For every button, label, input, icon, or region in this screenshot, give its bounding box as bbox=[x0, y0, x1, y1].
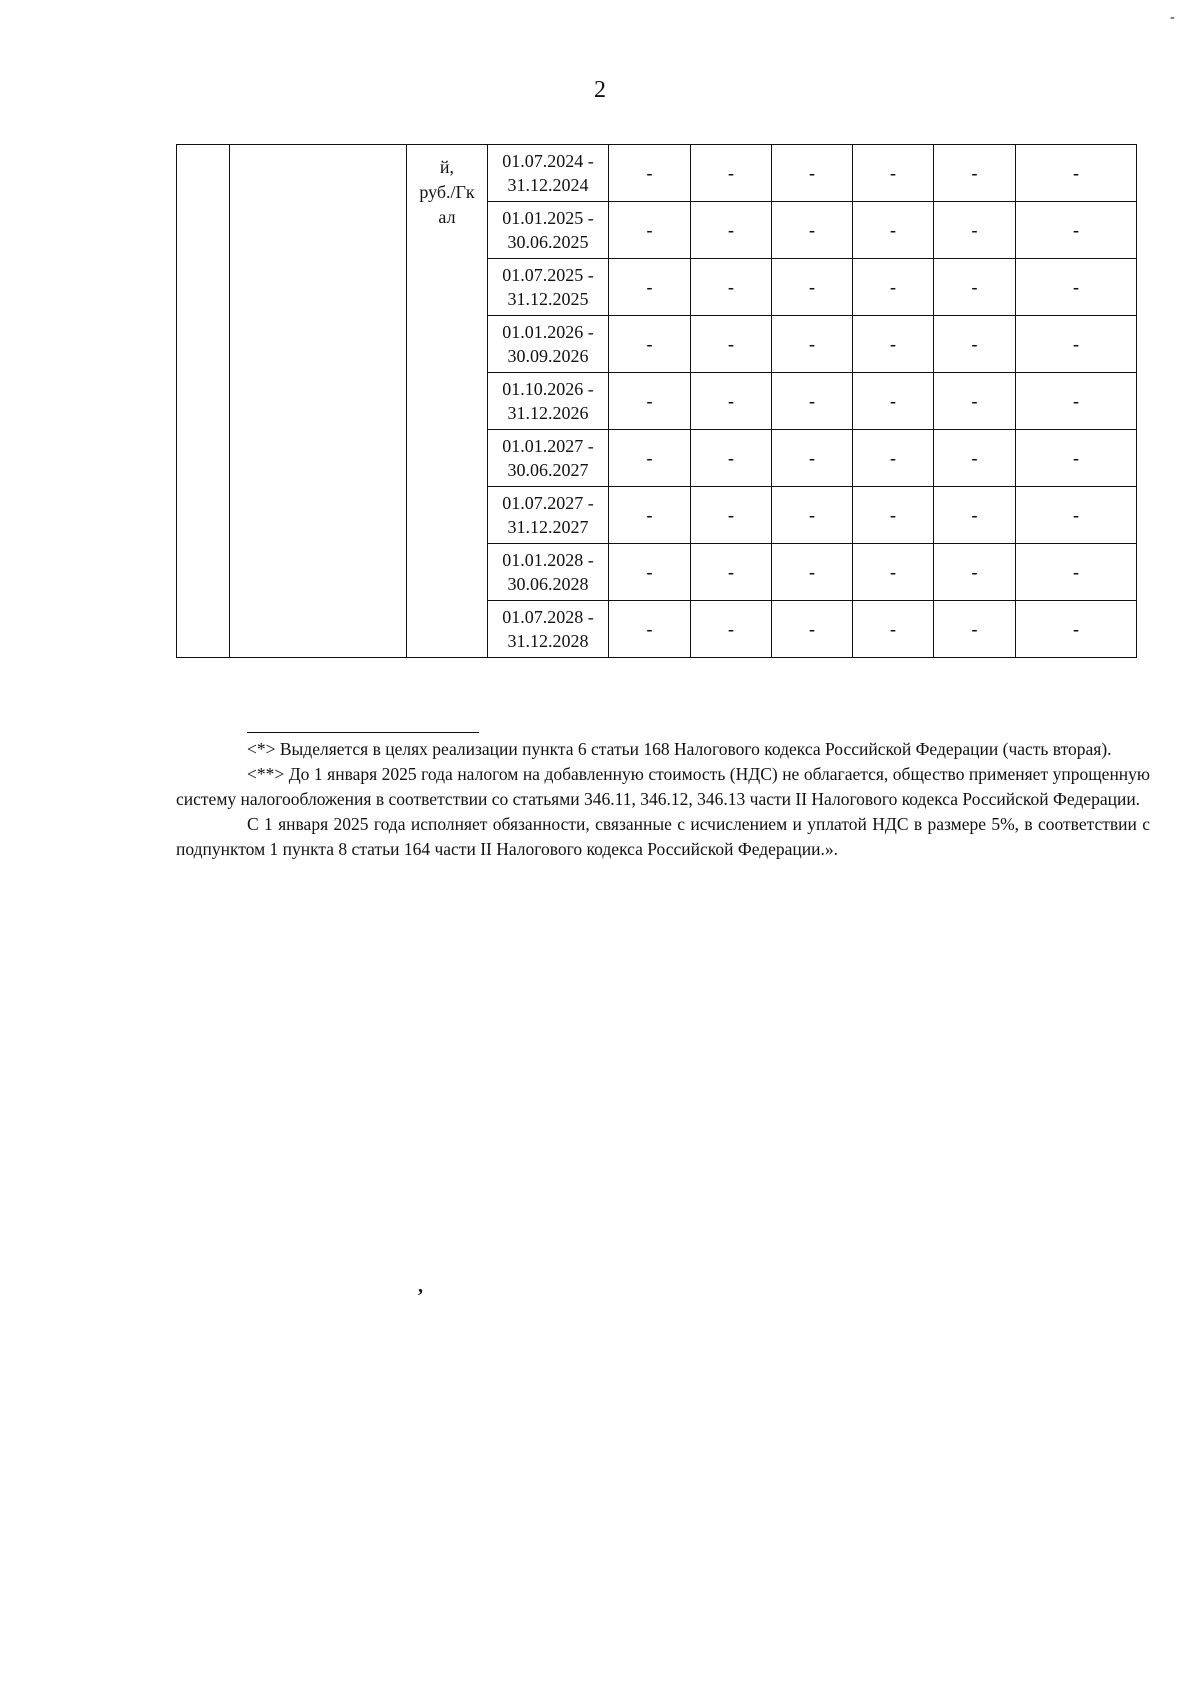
footnotes bbox=[176, 737, 1150, 862]
value-dash: - bbox=[890, 276, 896, 297]
value-cell bbox=[934, 373, 1016, 430]
scan-edge-mark: - bbox=[1170, 10, 1175, 25]
period-cell bbox=[488, 259, 609, 316]
value-dash: - bbox=[971, 333, 978, 354]
value-dash: - bbox=[728, 561, 734, 582]
footnote-vat-2025: С 1 января 2025 года исполняет обязанности, связанные с исчислением и уплатой НДС в размере 5%, в соответствии с подпунктом 1 пункта 8 статьи 164 части II Налогового кодекса Российской Федерации.». bbox=[176, 814, 1150, 859]
value-cell bbox=[691, 202, 772, 259]
value-cell bbox=[772, 373, 853, 430]
unit-cell bbox=[407, 145, 488, 658]
value-cell bbox=[772, 259, 853, 316]
value-cell bbox=[691, 487, 772, 544]
value-cell bbox=[1016, 373, 1137, 430]
value-cell bbox=[853, 544, 934, 601]
period-end: 30.06.2027 bbox=[507, 460, 589, 480]
value-cell bbox=[934, 430, 1016, 487]
value-cell bbox=[934, 202, 1016, 259]
value-dash: - bbox=[971, 504, 978, 525]
value-cell bbox=[853, 373, 934, 430]
value-cell bbox=[609, 487, 691, 544]
value-dash: - bbox=[646, 561, 653, 582]
value-cell bbox=[934, 145, 1016, 202]
value-cell bbox=[609, 430, 691, 487]
period-start: 01.01.2025 - bbox=[502, 208, 594, 228]
value-dash: - bbox=[809, 504, 815, 525]
period-start: 01.01.2026 - bbox=[502, 322, 594, 342]
value-dash: - bbox=[728, 618, 734, 639]
value-dash: - bbox=[809, 390, 815, 411]
period-cell bbox=[488, 145, 609, 202]
value-dash: - bbox=[1073, 561, 1079, 582]
period-cell bbox=[488, 430, 609, 487]
period-cell bbox=[488, 373, 609, 430]
table-body bbox=[177, 145, 1137, 658]
number-cell bbox=[177, 145, 230, 658]
period-start: 01.07.2028 - bbox=[502, 607, 594, 627]
value-dash: - bbox=[646, 504, 653, 525]
value-dash: - bbox=[971, 162, 978, 183]
value-cell bbox=[691, 316, 772, 373]
value-cell bbox=[609, 202, 691, 259]
value-dash: - bbox=[971, 618, 978, 639]
unit-line: руб./Гк bbox=[419, 182, 475, 202]
value-dash: - bbox=[890, 447, 896, 468]
value-cell bbox=[691, 430, 772, 487]
value-dash: - bbox=[1073, 618, 1079, 639]
value-dash: - bbox=[890, 390, 896, 411]
period-start: 01.07.2027 - bbox=[502, 493, 594, 513]
value-cell bbox=[934, 259, 1016, 316]
value-cell bbox=[772, 316, 853, 373]
footnote-single-asterisk: <*> Выделяется в целях реализации пункта 6 статьи 168 Налогового кодекса Российской Федерации (часть вторая). bbox=[247, 739, 1112, 759]
period-start: 01.10.2026 - bbox=[502, 379, 594, 399]
value-dash: - bbox=[971, 219, 978, 240]
value-dash: - bbox=[728, 447, 734, 468]
value-cell bbox=[691, 373, 772, 430]
value-cell bbox=[691, 601, 772, 658]
value-dash: - bbox=[646, 276, 653, 297]
value-dash: - bbox=[971, 390, 978, 411]
value-dash: - bbox=[890, 162, 896, 183]
period-end: 30.06.2028 bbox=[507, 574, 589, 594]
stray-comma-mark: , bbox=[418, 1275, 423, 1297]
value-cell bbox=[772, 487, 853, 544]
period-end: 30.09.2026 bbox=[507, 346, 589, 366]
tariff-table bbox=[176, 144, 1137, 658]
value-cell bbox=[609, 601, 691, 658]
value-dash: - bbox=[890, 333, 896, 354]
footnote-separator bbox=[247, 732, 479, 733]
value-dash: - bbox=[1073, 504, 1079, 525]
period-start: 01.07.2025 - bbox=[502, 265, 594, 285]
value-cell bbox=[934, 316, 1016, 373]
value-dash: - bbox=[728, 333, 734, 354]
value-dash: - bbox=[890, 219, 896, 240]
value-cell bbox=[609, 145, 691, 202]
period-end: 31.12.2024 bbox=[507, 175, 589, 195]
value-dash: - bbox=[646, 219, 653, 240]
period-start: 01.07.2024 - bbox=[502, 151, 594, 171]
value-cell bbox=[772, 202, 853, 259]
value-dash: - bbox=[646, 390, 653, 411]
value-dash: - bbox=[890, 504, 896, 525]
value-dash: - bbox=[809, 276, 815, 297]
value-dash: - bbox=[728, 390, 734, 411]
value-dash: - bbox=[728, 504, 734, 525]
value-cell bbox=[1016, 202, 1137, 259]
value-dash: - bbox=[1073, 162, 1079, 183]
value-cell bbox=[853, 202, 934, 259]
value-dash: - bbox=[809, 162, 815, 183]
value-dash: - bbox=[1073, 219, 1079, 240]
value-cell bbox=[772, 145, 853, 202]
value-cell bbox=[1016, 430, 1137, 487]
value-dash: - bbox=[809, 333, 815, 354]
value-cell bbox=[853, 430, 934, 487]
value-cell bbox=[853, 145, 934, 202]
value-cell bbox=[609, 316, 691, 373]
value-cell bbox=[691, 259, 772, 316]
value-cell bbox=[853, 601, 934, 658]
value-dash: - bbox=[1073, 447, 1079, 468]
value-cell bbox=[609, 373, 691, 430]
value-dash: - bbox=[890, 561, 896, 582]
unit-line: ал bbox=[438, 207, 456, 227]
value-dash: - bbox=[809, 618, 815, 639]
value-cell bbox=[1016, 601, 1137, 658]
value-cell bbox=[1016, 544, 1137, 601]
value-cell bbox=[853, 259, 934, 316]
value-cell bbox=[772, 601, 853, 658]
value-dash: - bbox=[971, 561, 978, 582]
period-end: 31.12.2027 bbox=[507, 517, 589, 537]
value-dash: - bbox=[728, 162, 734, 183]
value-cell bbox=[1016, 316, 1137, 373]
value-cell bbox=[691, 145, 772, 202]
value-dash: - bbox=[971, 276, 978, 297]
period-cell bbox=[488, 316, 609, 373]
value-cell bbox=[772, 544, 853, 601]
value-dash: - bbox=[809, 447, 815, 468]
value-cell bbox=[1016, 145, 1137, 202]
period-end: 31.12.2028 bbox=[507, 631, 589, 651]
value-dash: - bbox=[809, 219, 815, 240]
period-cell bbox=[488, 544, 609, 601]
value-dash: - bbox=[646, 447, 653, 468]
value-cell bbox=[1016, 487, 1137, 544]
period-start: 01.01.2027 - bbox=[502, 436, 594, 456]
value-cell bbox=[853, 487, 934, 544]
value-cell bbox=[934, 601, 1016, 658]
value-cell bbox=[691, 544, 772, 601]
value-cell bbox=[934, 544, 1016, 601]
value-cell bbox=[1016, 259, 1137, 316]
indicator-cell bbox=[230, 145, 407, 658]
period-cell bbox=[488, 487, 609, 544]
period-end: 31.12.2026 bbox=[507, 403, 589, 423]
value-dash: - bbox=[728, 219, 734, 240]
value-dash: - bbox=[809, 561, 815, 582]
value-cell bbox=[609, 259, 691, 316]
table-row bbox=[177, 145, 1137, 202]
period-cell bbox=[488, 601, 609, 658]
period-cell bbox=[488, 202, 609, 259]
period-end: 30.06.2025 bbox=[507, 232, 589, 252]
value-cell bbox=[772, 430, 853, 487]
value-dash: - bbox=[1073, 390, 1079, 411]
unit-line: й, bbox=[439, 157, 455, 177]
period-start: 01.01.2028 - bbox=[502, 550, 594, 570]
value-cell bbox=[853, 316, 934, 373]
value-cell bbox=[934, 487, 1016, 544]
value-dash: - bbox=[1073, 276, 1079, 297]
value-cell bbox=[609, 544, 691, 601]
value-dash: - bbox=[728, 276, 734, 297]
footnote-double-asterisk: <**> До 1 января 2025 года налогом на добавленную стоимость (НДС) не облагается, общество применяет упрощенную систему налогообложения в соответствии со статьями 346.11, 346.12, 346.13 части II Налогового кодекса Российской Федерации. bbox=[176, 764, 1150, 809]
value-dash: - bbox=[646, 618, 653, 639]
page-number: 2 bbox=[594, 77, 606, 103]
value-dash: - bbox=[1073, 333, 1079, 354]
value-dash: - bbox=[646, 333, 653, 354]
value-dash: - bbox=[890, 618, 896, 639]
value-dash: - bbox=[971, 447, 978, 468]
period-end: 31.12.2025 bbox=[507, 289, 589, 309]
value-dash: - bbox=[646, 162, 653, 183]
